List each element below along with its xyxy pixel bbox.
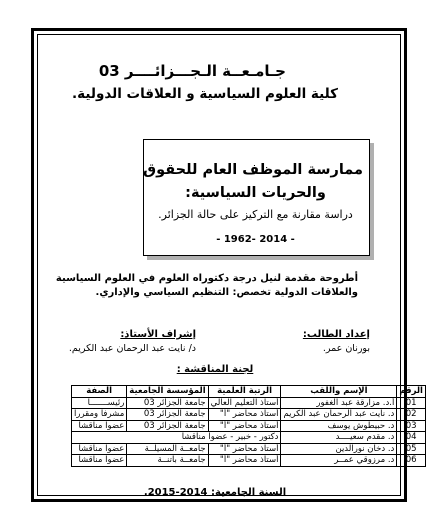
thesis-description-line1: أطروحة مقدمة لنيل درجة دكتوراه العلوم في العلوم السياسية [55,273,358,284]
member-role: مشرفا ومقررا [72,409,127,421]
jury-table [71,385,426,467]
member-name: د. حبيطوش يوسف [281,420,397,432]
thesis-subtitle: دراسة مقارنة مع التركيز على حالة الجزائر. [158,208,353,221]
member-name: د. نايت عبد الرحمان عبد الكريم [281,409,397,421]
student-label: إعداد الطالب: [302,329,370,340]
member-role: رئيســـــــا [72,397,127,409]
member-name: د. مقدم سعيــــد [281,432,397,444]
thesis-description-line2: والعلاقات الدولية تخصص: التنظيم السياسي والإداري. [95,287,358,298]
member-institution: جامعة الجزائر 03 [127,409,208,421]
member-name: د. دخان نورالدين [281,443,397,455]
member-institution: جامعــة باتنــة [127,455,208,467]
header-rank: الرتبة العلمية [208,386,281,398]
table-row [72,455,426,467]
header-number: الرقم [397,386,426,398]
member-name: أ.د. مزارقة عبد الغفور [281,397,397,409]
committee-title: لجنة المناقشة : [176,364,254,375]
member-name: د. مرزوقي عمــر [281,455,397,467]
member-institution: جامعــة المسيلــة [127,443,208,455]
row-number: 04 [397,432,426,444]
member-institution: جامعة الجزائر 03 [127,397,208,409]
row-number: 05 [397,443,426,455]
university-name: جـامـعــة الـجـــزائــــر 03 [98,62,286,80]
member-role: عضوا مناقشا [72,455,127,467]
table-row [72,432,426,444]
member-role: عضوا مناقشا [72,443,127,455]
student-name: بورنان عمر. [322,343,370,354]
member-rank: أستاذ محاضر "أ" [208,455,281,467]
academic-year: السنة الجامعية: 2014-2015. [143,487,287,498]
thesis-period: - 1962- 2014 - [216,234,295,245]
member-rank-merged: دكتور - خبير - عضوا مناقشا [72,432,281,444]
member-rank: أستاذ محاضر "أ" [208,443,281,455]
jury-table-header [72,386,426,398]
thesis-title-box [143,139,370,256]
supervisor-label: إشراف الأستاذ: [120,329,196,340]
table-row [72,397,426,409]
supervisor-name: د/ نايت عبد الرحمان عبد الكريم. [68,343,196,354]
table-row [72,420,426,432]
thesis-title-line2: والحريات السياسية: [185,185,326,201]
header-institution: المؤسسة الجامعية [127,386,208,398]
row-number: 01 [397,397,426,409]
row-number: 06 [397,455,426,467]
member-institution: جامعة الجزائر 03 [127,420,208,432]
member-role: عضوا مناقشا [72,420,127,432]
faculty-name: كلية العلوم السياسية و العلاقات الدولية. [72,86,338,102]
table-row [72,443,426,455]
row-number: 03 [397,420,426,432]
member-rank: أستاذ محاضر "أ" [208,409,281,421]
thesis-title-line1: ممارسة الموظف العام للحقوق [143,162,363,178]
member-rank: أستاذ محاضر "أ" [208,420,281,432]
member-rank: أستاذ التعليم العالي [208,397,281,409]
header-role: الصفة [72,386,127,398]
table-row [72,409,426,421]
header-name: الإسم واللقب [281,386,397,398]
row-number: 02 [397,409,426,421]
